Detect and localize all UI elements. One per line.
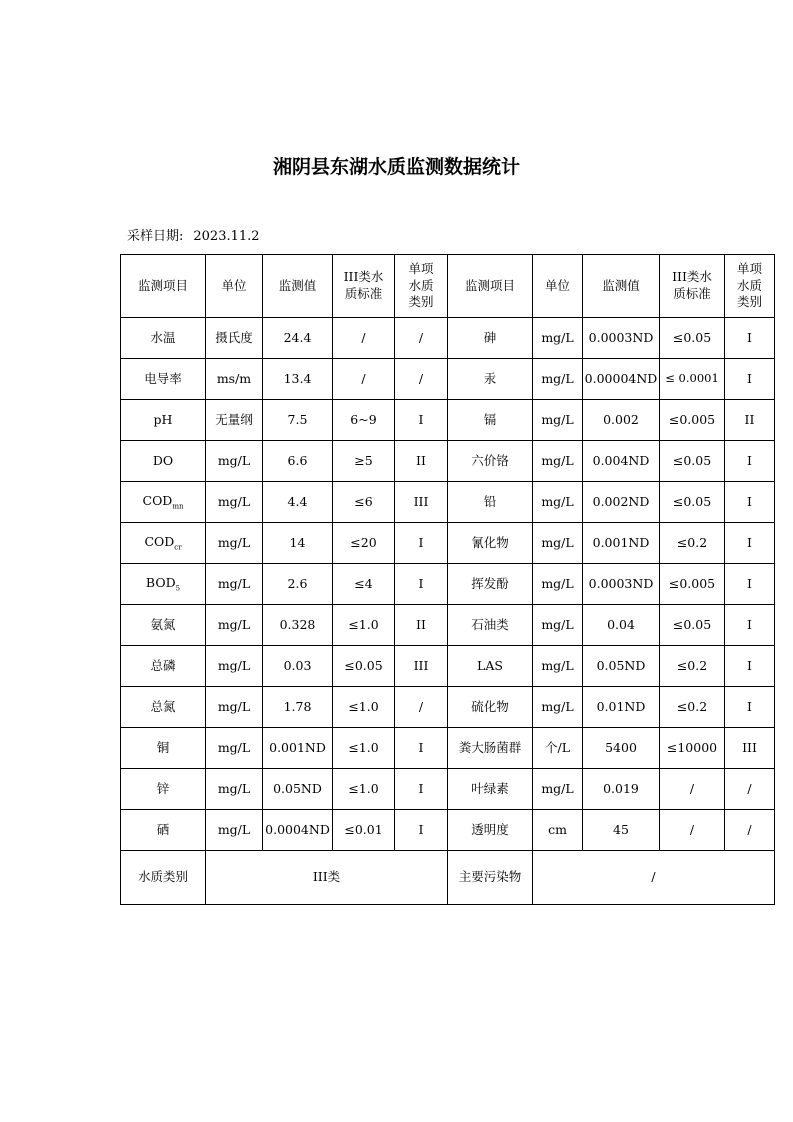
cell-right-item: 透明度: [448, 810, 533, 851]
cell-right-cat: I: [725, 646, 775, 687]
cell-right-std: ≤0.005: [660, 400, 725, 441]
cell-left-item: pH: [121, 400, 206, 441]
cell-left-unit: mg/L: [206, 646, 263, 687]
cell-left-value: 14: [263, 523, 333, 564]
cell-left-std: ≤1.0: [333, 687, 395, 728]
cell-left-cat: III: [395, 482, 448, 523]
cell-left-value: 0.05ND: [263, 769, 333, 810]
cell-right-std: /: [660, 810, 725, 851]
cell-right-item: 汞: [448, 359, 533, 400]
water-quality-table: [120, 254, 775, 905]
cell-right-value: 45: [583, 810, 660, 851]
cell-left-std: /: [333, 359, 395, 400]
cell-right-unit: mg/L: [533, 605, 583, 646]
cell-left-item: $COD_{cr}$: [121, 523, 206, 564]
cell-left-std: ≤20: [333, 523, 395, 564]
cell-right-std: ≤0.005: [660, 564, 725, 605]
cell-left-item: 铜: [121, 728, 206, 769]
cell-right-value: 0.04: [583, 605, 660, 646]
cell-right-unit: mg/L: [533, 646, 583, 687]
cell-left-unit: 无量纲: [206, 400, 263, 441]
cell-right-item: 六价铬: [448, 441, 533, 482]
table-row: [121, 523, 775, 564]
cell-left-cat: II: [395, 441, 448, 482]
cell-right-cat: I: [725, 605, 775, 646]
cell-left-cat: I: [395, 810, 448, 851]
cell-left-cat: I: [395, 564, 448, 605]
cell-left-std: ≥5: [333, 441, 395, 482]
cell-left-unit: mg/L: [206, 769, 263, 810]
table-row: [121, 605, 775, 646]
cell-right-value: 0.002ND: [583, 482, 660, 523]
cell-right-unit: mg/L: [533, 359, 583, 400]
cell-left-value: 0.328: [263, 605, 333, 646]
cell-left-cat: I: [395, 769, 448, 810]
cell-left-item: $COD_{mn}$: [121, 482, 206, 523]
header-row: [121, 255, 775, 318]
cell-left-unit: mg/L: [206, 687, 263, 728]
table-row: [121, 441, 775, 482]
cell-left-cat: /: [395, 318, 448, 359]
cell-right-value: 0.05ND: [583, 646, 660, 687]
cell-right-item: 粪大肠菌群: [448, 728, 533, 769]
cell-left-unit: mg/L: [206, 523, 263, 564]
cell-right-unit: mg/L: [533, 564, 583, 605]
cell-right-cat: /: [725, 769, 775, 810]
main-pollutant-label: 主要污染物: [448, 851, 533, 905]
cell-left-std: ≤1.0: [333, 605, 395, 646]
cell-right-unit: cm: [533, 810, 583, 851]
cell-left-unit: ms/m: [206, 359, 263, 400]
cell-left-value: 0.0004ND: [263, 810, 333, 851]
cell-right-value: 0.0003ND: [583, 564, 660, 605]
sampling-date-value: 2023.11.2: [193, 229, 260, 244]
table-row: [121, 564, 775, 605]
table-row: [121, 482, 775, 523]
cell-right-item: 镉: [448, 400, 533, 441]
table-row: [121, 810, 775, 851]
cell-right-value: 0.0003ND: [583, 318, 660, 359]
cell-left-std: ≤0.05: [333, 646, 395, 687]
cell-left-unit: mg/L: [206, 441, 263, 482]
cell-left-item: 水温: [121, 318, 206, 359]
cell-left-item: $BOD_5$: [121, 564, 206, 605]
water-class-value: III类: [206, 851, 448, 905]
cell-right-unit: mg/L: [533, 482, 583, 523]
cell-right-std: ≤10000: [660, 728, 725, 769]
cell-right-value: 0.001ND: [583, 523, 660, 564]
cell-left-value: 7.5: [263, 400, 333, 441]
cell-left-unit: mg/L: [206, 564, 263, 605]
cell-left-std: ≤0.01: [333, 810, 395, 851]
header-item-right: 监测项目: [448, 255, 533, 318]
cell-right-std: ≤0.2: [660, 687, 725, 728]
cell-left-std: ≤6: [333, 482, 395, 523]
cell-left-cat: /: [395, 687, 448, 728]
cell-right-std: ≤0.05: [660, 605, 725, 646]
table-row: [121, 728, 775, 769]
cell-right-cat: I: [725, 523, 775, 564]
cell-right-cat: I: [725, 564, 775, 605]
header-category-right: 单项 水质 类别: [725, 255, 775, 318]
cell-left-unit: mg/L: [206, 810, 263, 851]
cell-left-value: 4.4: [263, 482, 333, 523]
cell-right-item: 铅: [448, 482, 533, 523]
header-value-right: 监测值: [583, 255, 660, 318]
cell-left-value: 0.001ND: [263, 728, 333, 769]
header-category-left: 单项 水质 类别: [395, 255, 448, 318]
cell-left-unit: mg/L: [206, 482, 263, 523]
cell-left-value: 1.78: [263, 687, 333, 728]
cell-right-std: ≤0.05: [660, 441, 725, 482]
cell-left-item: 硒: [121, 810, 206, 851]
water-class-label: 水质类别: [121, 851, 206, 905]
cell-left-cat: I: [395, 523, 448, 564]
cell-left-item: 总磷: [121, 646, 206, 687]
table-row: [121, 646, 775, 687]
cell-right-item: 砷: [448, 318, 533, 359]
cell-left-value: 6.6: [263, 441, 333, 482]
cell-left-std: ≤1.0: [333, 769, 395, 810]
cell-right-std: ≤0.05: [660, 482, 725, 523]
cell-right-item: 叶绿素: [448, 769, 533, 810]
cell-left-cat: I: [395, 400, 448, 441]
cell-right-value: 5400: [583, 728, 660, 769]
cell-right-item: LAS: [448, 646, 533, 687]
header-value-left: 监测值: [263, 255, 333, 318]
cell-right-item: 氰化物: [448, 523, 533, 564]
cell-left-unit: 摄氏度: [206, 318, 263, 359]
cell-right-cat: III: [725, 728, 775, 769]
cell-right-cat: I: [725, 687, 775, 728]
cell-left-std: ≤1.0: [333, 728, 395, 769]
cell-left-item: 锌: [121, 769, 206, 810]
cell-right-unit: mg/L: [533, 441, 583, 482]
cell-right-item: 挥发酚: [448, 564, 533, 605]
cell-right-cat: I: [725, 318, 775, 359]
cell-right-item: 硫化物: [448, 687, 533, 728]
cell-right-value: 0.004ND: [583, 441, 660, 482]
page-title: 湘阴县东湖水质监测数据统计: [272, 156, 520, 178]
header-standard-left: III类水 质标准: [333, 255, 395, 318]
cell-right-unit: mg/L: [533, 769, 583, 810]
cell-right-std: ≤0.05: [660, 318, 725, 359]
cell-left-item: 氨氮: [121, 605, 206, 646]
cell-right-value: 0.01ND: [583, 687, 660, 728]
sampling-date: [127, 225, 260, 244]
cell-left-std: /: [333, 318, 395, 359]
cell-left-unit: mg/L: [206, 605, 263, 646]
header-standard-right: III类水 质标准: [660, 255, 725, 318]
cell-left-value: 2.6: [263, 564, 333, 605]
table-row: [121, 400, 775, 441]
cell-right-item: 石油类: [448, 605, 533, 646]
sampling-date-label: 采样日期:: [127, 229, 184, 244]
cell-right-std: ≤ 0.0001: [660, 359, 725, 400]
footer-row: [121, 851, 775, 905]
cell-left-cat: II: [395, 605, 448, 646]
main-pollutant-value: /: [533, 851, 775, 905]
cell-right-std: ≤0.2: [660, 646, 725, 687]
cell-right-value: 0.002: [583, 400, 660, 441]
cell-right-value: 0.00004ND: [583, 359, 660, 400]
cell-left-std: ≤4: [333, 564, 395, 605]
cell-left-item: 总氮: [121, 687, 206, 728]
cell-left-cat: I: [395, 728, 448, 769]
cell-right-cat: II: [725, 400, 775, 441]
cell-right-value: 0.019: [583, 769, 660, 810]
cell-right-std: ≤0.2: [660, 523, 725, 564]
cell-right-unit: mg/L: [533, 687, 583, 728]
cell-left-value: 24.4: [263, 318, 333, 359]
cell-left-value: 0.03: [263, 646, 333, 687]
table-row: [121, 318, 775, 359]
cell-left-value: 13.4: [263, 359, 333, 400]
cell-left-cat: /: [395, 359, 448, 400]
cell-right-cat: /: [725, 810, 775, 851]
cell-left-item: DO: [121, 441, 206, 482]
cell-right-std: /: [660, 769, 725, 810]
header-unit-left: 单位: [206, 255, 263, 318]
table-row: [121, 687, 775, 728]
table-row: [121, 769, 775, 810]
header-unit-right: 单位: [533, 255, 583, 318]
cell-right-unit: 个/L: [533, 728, 583, 769]
cell-right-unit: mg/L: [533, 400, 583, 441]
table-row: [121, 359, 775, 400]
cell-right-cat: I: [725, 441, 775, 482]
cell-right-cat: I: [725, 359, 775, 400]
table-body: [121, 255, 775, 851]
cell-left-std: 6~9: [333, 400, 395, 441]
cell-left-unit: mg/L: [206, 728, 263, 769]
cell-left-cat: III: [395, 646, 448, 687]
header-item-left: 监测项目: [121, 255, 206, 318]
cell-right-unit: mg/L: [533, 523, 583, 564]
cell-left-item: 电导率: [121, 359, 206, 400]
cell-right-cat: I: [725, 482, 775, 523]
cell-right-unit: mg/L: [533, 318, 583, 359]
